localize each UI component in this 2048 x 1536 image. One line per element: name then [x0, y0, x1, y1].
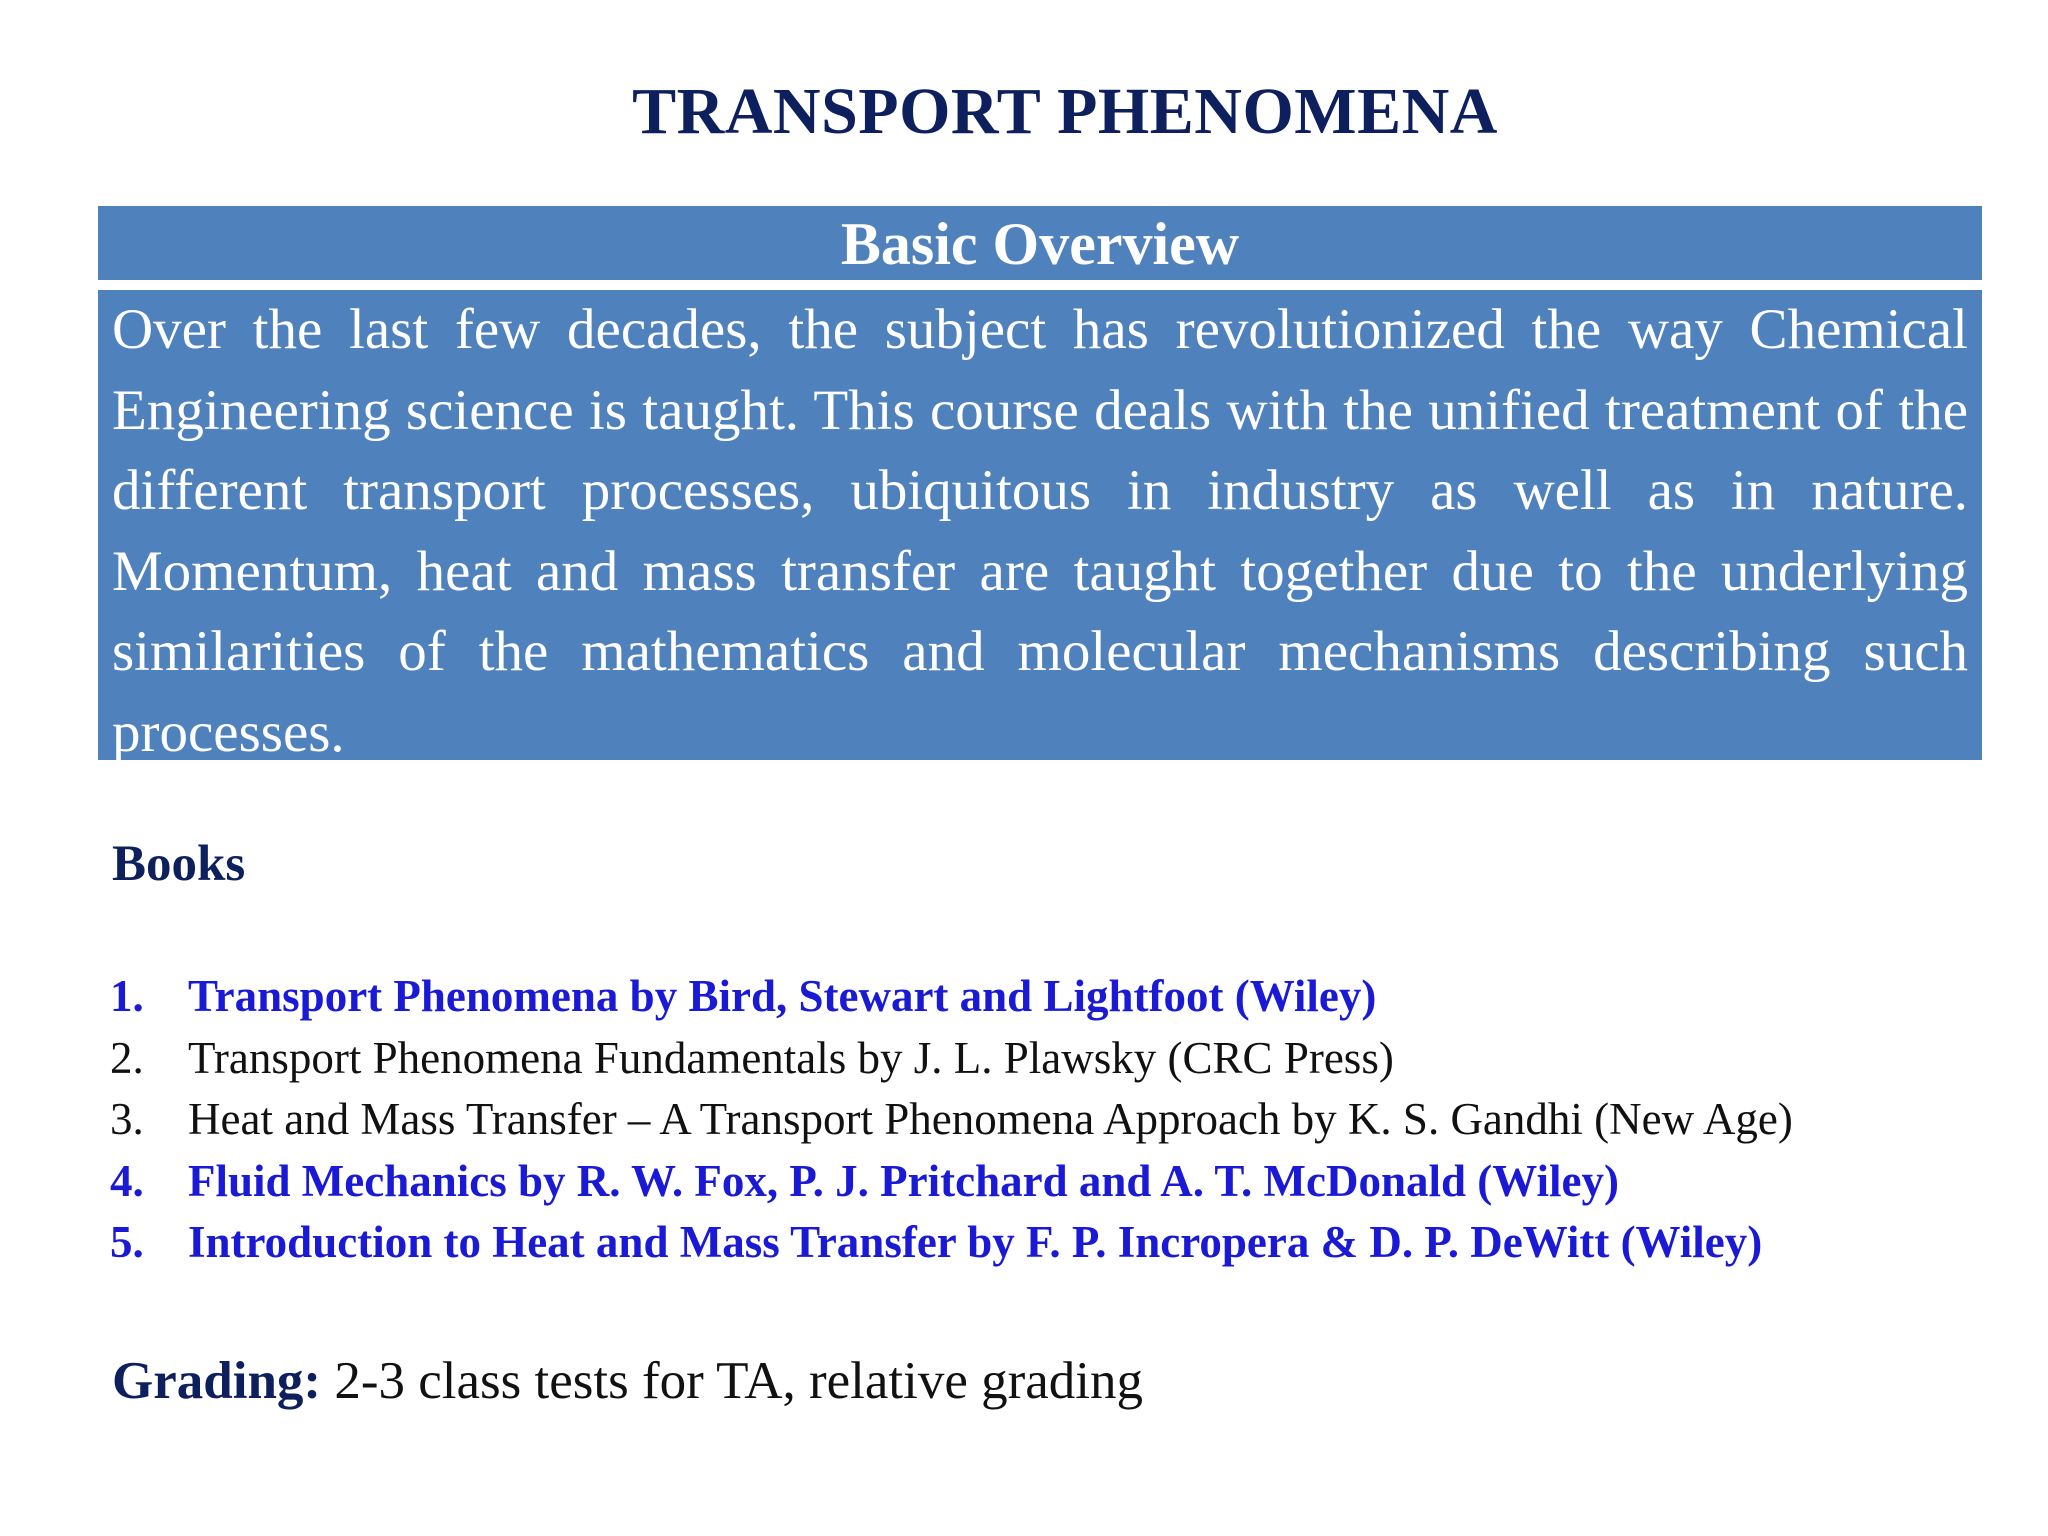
- book-number: 1.: [110, 971, 144, 1021]
- grading-label: Grading:: [112, 1352, 322, 1410]
- books-heading: Books: [112, 836, 246, 892]
- book-title: Introduction to Heat and Mass Transfer by F. P. Incropera & D. P. DeWitt (Wiley): [188, 1217, 1763, 1267]
- grading-line: [112, 1346, 1143, 1416]
- book-number: 3.: [110, 1094, 144, 1144]
- overview-text: Over the last few decades, the subject has revolutionized the way Chemical Engineering science is taught. This course deals with the unified treatment of the different transport processes, ubiquitous in industry as well as in nature. Momentum, heat and mass transfer are taught together due to the underlying similarities of the mathematics and molecular mechanisms describing such processes.: [112, 298, 1968, 764]
- book-title: Fluid Mechanics by R. W. Fox, P. J. Pritchard and A. T. McDonald (Wiley): [188, 1155, 1619, 1206]
- book-item-1: [110, 966, 2040, 1028]
- book-number: 5.: [110, 1217, 144, 1267]
- grading-text: 2-3 class tests for TA, relative grading: [334, 1352, 1144, 1410]
- book-number: 2.: [110, 1032, 144, 1083]
- overview-box: [98, 290, 1982, 764]
- overview-heading: Basic Overview: [98, 206, 1982, 280]
- book-item-3: [110, 1089, 2040, 1151]
- book-item-2: [110, 1028, 2040, 1090]
- book-title: Transport Phenomena by Bird, Stewart and Lightfoot (Wiley): [188, 971, 1377, 1021]
- book-title: Transport Phenomena Fundamentals by J. L. Plawsky (CRC Press): [188, 1032, 1394, 1083]
- book-item-4: [110, 1151, 2040, 1213]
- book-list: [110, 966, 2040, 1274]
- book-item-5: [110, 1212, 2040, 1274]
- book-number: 4.: [110, 1155, 144, 1206]
- slide-title: TRANSPORT PHENOMENA: [632, 75, 1498, 148]
- book-title: Heat and Mass Transfer – A Transport Phenomena Approach by K. S. Gandhi (New Age): [188, 1094, 1793, 1144]
